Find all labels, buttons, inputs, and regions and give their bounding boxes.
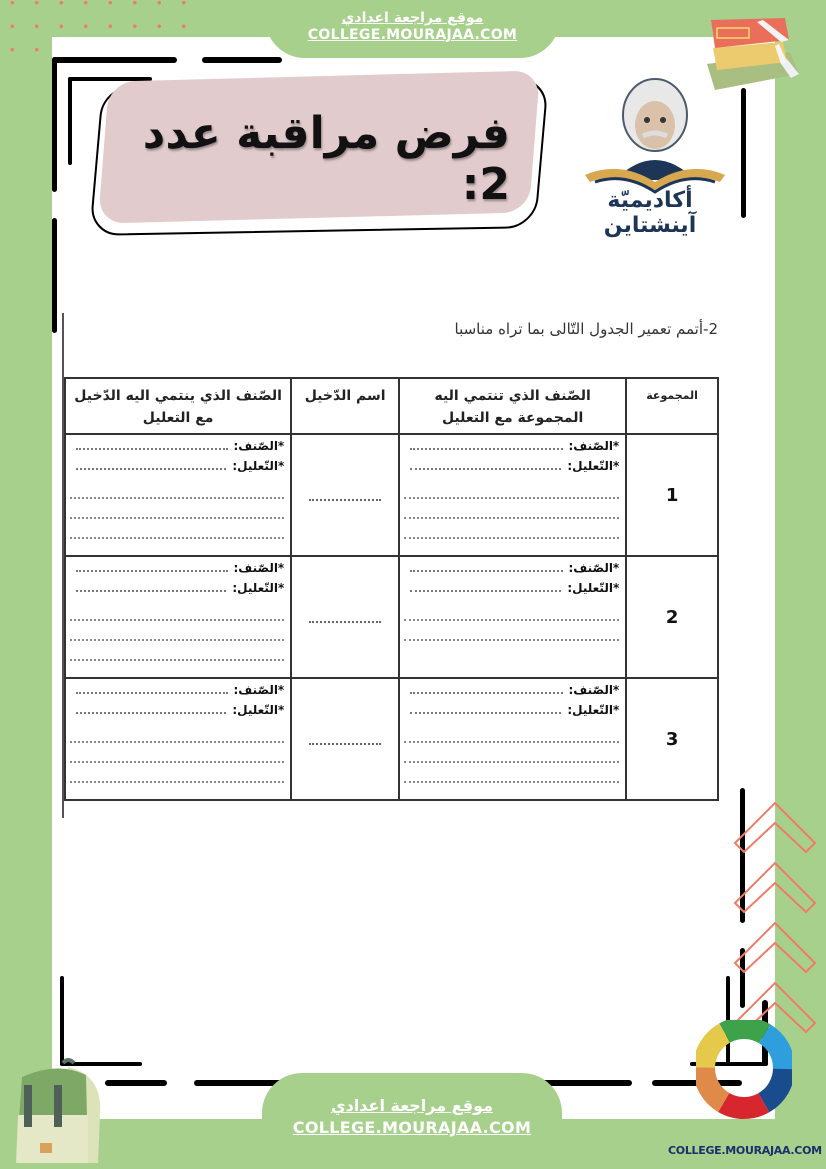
frame-line xyxy=(105,1080,167,1086)
intruder-answer[interactable] xyxy=(291,434,399,556)
site-name-ar[interactable]: موقع مراجعة اعدادي xyxy=(330,1096,494,1115)
header-intruder-class: الصّنف الذي ينتمي اليه الدّخيل مع التعليل xyxy=(65,378,291,434)
frame-line xyxy=(52,57,57,192)
group-number: 1 xyxy=(626,434,718,556)
reason-label: *التّعليل: xyxy=(232,459,285,473)
table-row xyxy=(65,556,718,678)
reason-label: *التّعليل: xyxy=(567,459,620,473)
academy-name: أكاديميّة آينشتاين xyxy=(603,188,697,238)
group-class-answer[interactable] xyxy=(399,556,626,678)
answer-blank[interactable] xyxy=(404,743,619,763)
reason-label: *التّعليل: xyxy=(232,703,285,717)
answer-blank[interactable] xyxy=(76,462,226,470)
answer-blank[interactable] xyxy=(76,564,228,572)
answer-blank[interactable] xyxy=(404,601,619,621)
answer-blank[interactable] xyxy=(410,564,562,572)
answer-blank[interactable] xyxy=(70,743,284,763)
answer-blank[interactable] xyxy=(309,617,381,623)
answer-blank[interactable] xyxy=(404,479,619,499)
site-url-link[interactable]: COLLEGE.MOURAJAA.COM xyxy=(292,1118,532,1137)
frame-line xyxy=(60,976,64,1066)
answer-blank[interactable] xyxy=(70,479,284,499)
answer-blank[interactable] xyxy=(404,723,619,743)
site-name-ar[interactable]: موقع مراجعة اعدادي xyxy=(341,10,484,26)
intruder-class-answer[interactable] xyxy=(65,678,291,800)
intruder-answer[interactable] xyxy=(291,678,399,800)
answer-blank[interactable] xyxy=(404,763,619,783)
group-class-answer[interactable] xyxy=(399,678,626,800)
exercise-table xyxy=(64,377,719,801)
reason-label: *التّعليل: xyxy=(567,581,620,595)
class-label: *الصّنف: xyxy=(568,561,620,575)
answer-blank[interactable] xyxy=(70,763,284,783)
table-row xyxy=(65,434,718,556)
intruder-class-answer[interactable] xyxy=(65,556,291,678)
answer-blank[interactable] xyxy=(404,621,619,641)
class-label: *الصّنف: xyxy=(233,439,285,453)
site-banner-top[interactable] xyxy=(265,0,560,58)
answer-blank[interactable] xyxy=(70,519,284,539)
answer-blank[interactable] xyxy=(70,723,284,743)
table-header-row xyxy=(65,378,718,434)
frame-line xyxy=(741,88,746,218)
answer-blank[interactable] xyxy=(410,686,562,694)
group-number: 2 xyxy=(626,556,718,678)
answer-blank[interactable] xyxy=(76,706,226,714)
answer-blank[interactable] xyxy=(410,706,561,714)
site-url-link[interactable]: COLLEGE.MOURAJAA.COM xyxy=(307,27,518,43)
class-label: *الصّنف: xyxy=(568,683,620,697)
answer-blank[interactable] xyxy=(76,584,226,592)
reason-label: *التّعليل: xyxy=(232,581,285,595)
class-label: *الصّنف: xyxy=(233,683,285,697)
frame-line xyxy=(540,1080,632,1086)
answer-blank[interactable] xyxy=(410,584,561,592)
exercise-instruction: 2-أتمم تعمير الجدول التّالى بما تراه مناسبا xyxy=(454,320,718,338)
intruder-answer[interactable] xyxy=(291,556,399,678)
answer-blank[interactable] xyxy=(70,621,284,641)
frame-line xyxy=(202,57,282,63)
frame-line xyxy=(194,1080,284,1086)
answer-blank[interactable] xyxy=(76,442,228,450)
table-row xyxy=(65,678,718,800)
answer-blank[interactable] xyxy=(309,495,381,501)
answer-blank[interactable] xyxy=(309,739,381,745)
answer-blank[interactable] xyxy=(70,601,284,621)
answer-blank[interactable] xyxy=(76,686,228,694)
answer-blank[interactable] xyxy=(404,519,619,539)
answer-blank[interactable] xyxy=(70,641,284,661)
class-label: *الصّنف: xyxy=(233,561,285,575)
frame-line xyxy=(52,57,177,63)
frame-line xyxy=(52,218,57,333)
answer-blank[interactable] xyxy=(410,442,562,450)
header-group-class: الصّنف الذي تنتمي اليه المجموعة مع التعليل xyxy=(399,378,626,434)
intruder-class-answer[interactable] xyxy=(65,434,291,556)
backpack-icon xyxy=(8,1055,108,1167)
frame-line xyxy=(68,77,72,165)
reason-label: *التّعليل: xyxy=(567,703,620,717)
page-title: فرض مراقبة عدد 2: xyxy=(142,108,510,210)
group-class-answer[interactable] xyxy=(399,434,626,556)
header-intruder-name: اسم الدّخيل xyxy=(291,378,399,434)
chevron-up-decoration-icon xyxy=(732,790,822,1040)
site-banner-bottom[interactable] xyxy=(262,1073,562,1169)
site-badge-icon xyxy=(696,1020,792,1140)
site-badge-text: COLLEGE.MOURAJAA.COM xyxy=(668,1144,822,1157)
answer-blank[interactable] xyxy=(410,462,561,470)
answer-blank[interactable] xyxy=(70,499,284,519)
class-label: *الصّنف: xyxy=(568,439,620,453)
group-number: 3 xyxy=(626,678,718,800)
header-group: المجموعة xyxy=(626,378,718,434)
answer-blank[interactable] xyxy=(404,499,619,519)
